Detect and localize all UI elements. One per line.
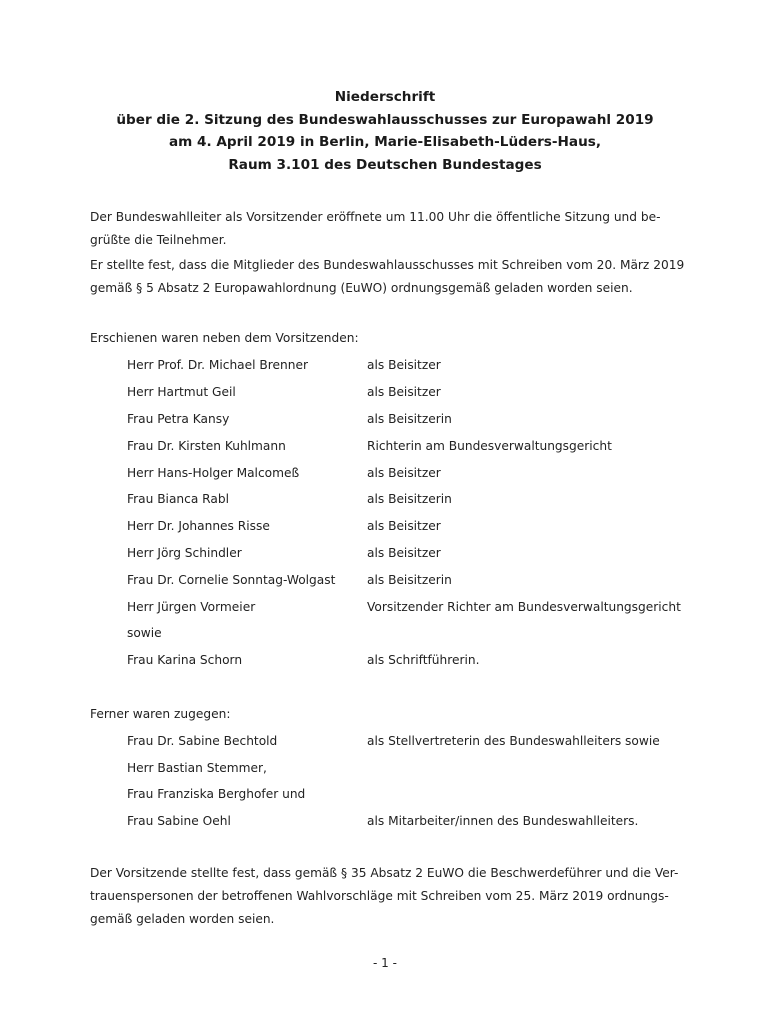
attendee-name: Herr Jürgen Vormeier xyxy=(127,600,256,614)
attendee-role: als Beisitzerin xyxy=(367,412,452,426)
also-present-row xyxy=(127,759,687,777)
title-line-4: Raum 3.101 des Deutschen Bundestages xyxy=(228,156,542,173)
also-present-name: Frau Dr. Sabine Bechtold xyxy=(127,734,278,748)
attendee-row xyxy=(127,544,687,562)
attendee-role: als Beisitzerin xyxy=(367,492,452,506)
title-line-2: über die 2. Sitzung des Bundeswahlausschusses zur Europawahl 2019 xyxy=(116,111,654,128)
also-present-heading: Ferner waren zugegen: xyxy=(90,707,231,721)
attendee-row xyxy=(127,517,687,535)
attendee-role: Vorsitzender Richter am Bundesverwaltungsgericht xyxy=(367,600,681,614)
attendee-role: als Beisitzerin xyxy=(367,573,452,587)
closing-line-1: Der Vorsitzende stellte fest, dass gemäß § 35 Absatz 2 EuWO die Beschwerdeführer und die Ver- xyxy=(90,866,679,880)
attendee-role: als Beisitzer xyxy=(367,546,441,560)
also-present-row xyxy=(127,732,687,750)
attendee-name: Frau Petra Kansy xyxy=(127,412,230,426)
attendee-role: als Beisitzer xyxy=(367,519,441,533)
attendee-role: Richterin am Bundesverwaltungsgericht xyxy=(367,439,612,453)
attendee-role: als Beisitzer xyxy=(367,385,441,399)
attendee-row xyxy=(127,598,687,616)
attendee-name: Herr Hans-Holger Malcomeß xyxy=(127,466,300,480)
attendee-name: Frau Karina Schorn xyxy=(127,653,243,667)
attendee-name: Herr Dr. Johannes Risse xyxy=(127,519,270,533)
attendee-name: Herr Prof. Dr. Michael Brenner xyxy=(127,358,308,372)
attendee-row xyxy=(127,651,687,669)
title-line-1: Niederschrift xyxy=(334,89,436,105)
also-present-role: als Stellvertreterin des Bundeswahlleiters sowie xyxy=(367,734,660,748)
intro-p1-line-2: grüßte die Teilnehmer. xyxy=(90,233,227,247)
attendee-row xyxy=(127,383,687,401)
attendee-name: Herr Hartmut Geil xyxy=(127,385,236,399)
also-present-name: Herr Bastian Stemmer, xyxy=(127,761,267,775)
intro-paragraph-1 xyxy=(90,206,690,252)
closing-paragraph xyxy=(90,862,690,931)
also-present-row xyxy=(127,785,687,803)
attendee-row xyxy=(127,490,687,508)
also-present-name: Frau Sabine Oehl xyxy=(127,814,231,828)
also-present-row xyxy=(127,812,687,830)
attendee-name: sowie xyxy=(127,626,162,640)
attendee-row xyxy=(127,356,687,374)
attendee-name: Frau Dr. Kirsten Kuhlmann xyxy=(127,439,286,453)
attendee-row xyxy=(127,624,687,642)
also-present-role: als Mitarbeiter/innen des Bundeswahlleiters. xyxy=(367,814,639,828)
attendee-name: Frau Dr. Cornelie Sonntag-Wolgast xyxy=(127,573,336,587)
closing-line-3: gemäß geladen worden seien. xyxy=(90,912,275,926)
intro-p2-line-1: Er stellte fest, dass die Mitglieder des Bundeswahlausschusses mit Schreiben vom 20. März 2019 xyxy=(90,258,685,272)
attendees-heading: Erschienen waren neben dem Vorsitzenden: xyxy=(90,331,359,345)
intro-paragraph-2 xyxy=(90,254,690,300)
page-number: - 1 - xyxy=(373,956,397,970)
attendee-role: als Schriftführerin. xyxy=(367,653,480,667)
title-line-3: am 4. April 2019 in Berlin, Marie-Elisabeth-Lüders-Haus, xyxy=(168,134,602,150)
closing-line-2: trauenspersonen der betroffenen Wahlvorschläge mit Schreiben vom 25. März 2019 ordnungs- xyxy=(90,889,669,903)
intro-p2-line-2: gemäß § 5 Absatz 2 Europawahlordnung (EuWO) ordnungsgemäß geladen worden seien. xyxy=(90,281,633,295)
attendee-name: Herr Jörg Schindler xyxy=(127,546,242,560)
attendee-row xyxy=(127,571,687,589)
attendee-name: Frau Bianca Rabl xyxy=(127,492,229,506)
document-title xyxy=(0,86,770,176)
also-present-name: Frau Franziska Berghofer und xyxy=(127,787,306,801)
intro-p1-line-1: Der Bundeswahlleiter als Vorsitzender eröffnete um 11.00 Uhr die öffentliche Sitzung und be- xyxy=(90,210,661,224)
attendee-row xyxy=(127,464,687,482)
attendee-role: als Beisitzer xyxy=(367,466,441,480)
attendee-row xyxy=(127,437,687,455)
attendee-role: als Beisitzer xyxy=(367,358,441,372)
attendee-row xyxy=(127,410,687,428)
